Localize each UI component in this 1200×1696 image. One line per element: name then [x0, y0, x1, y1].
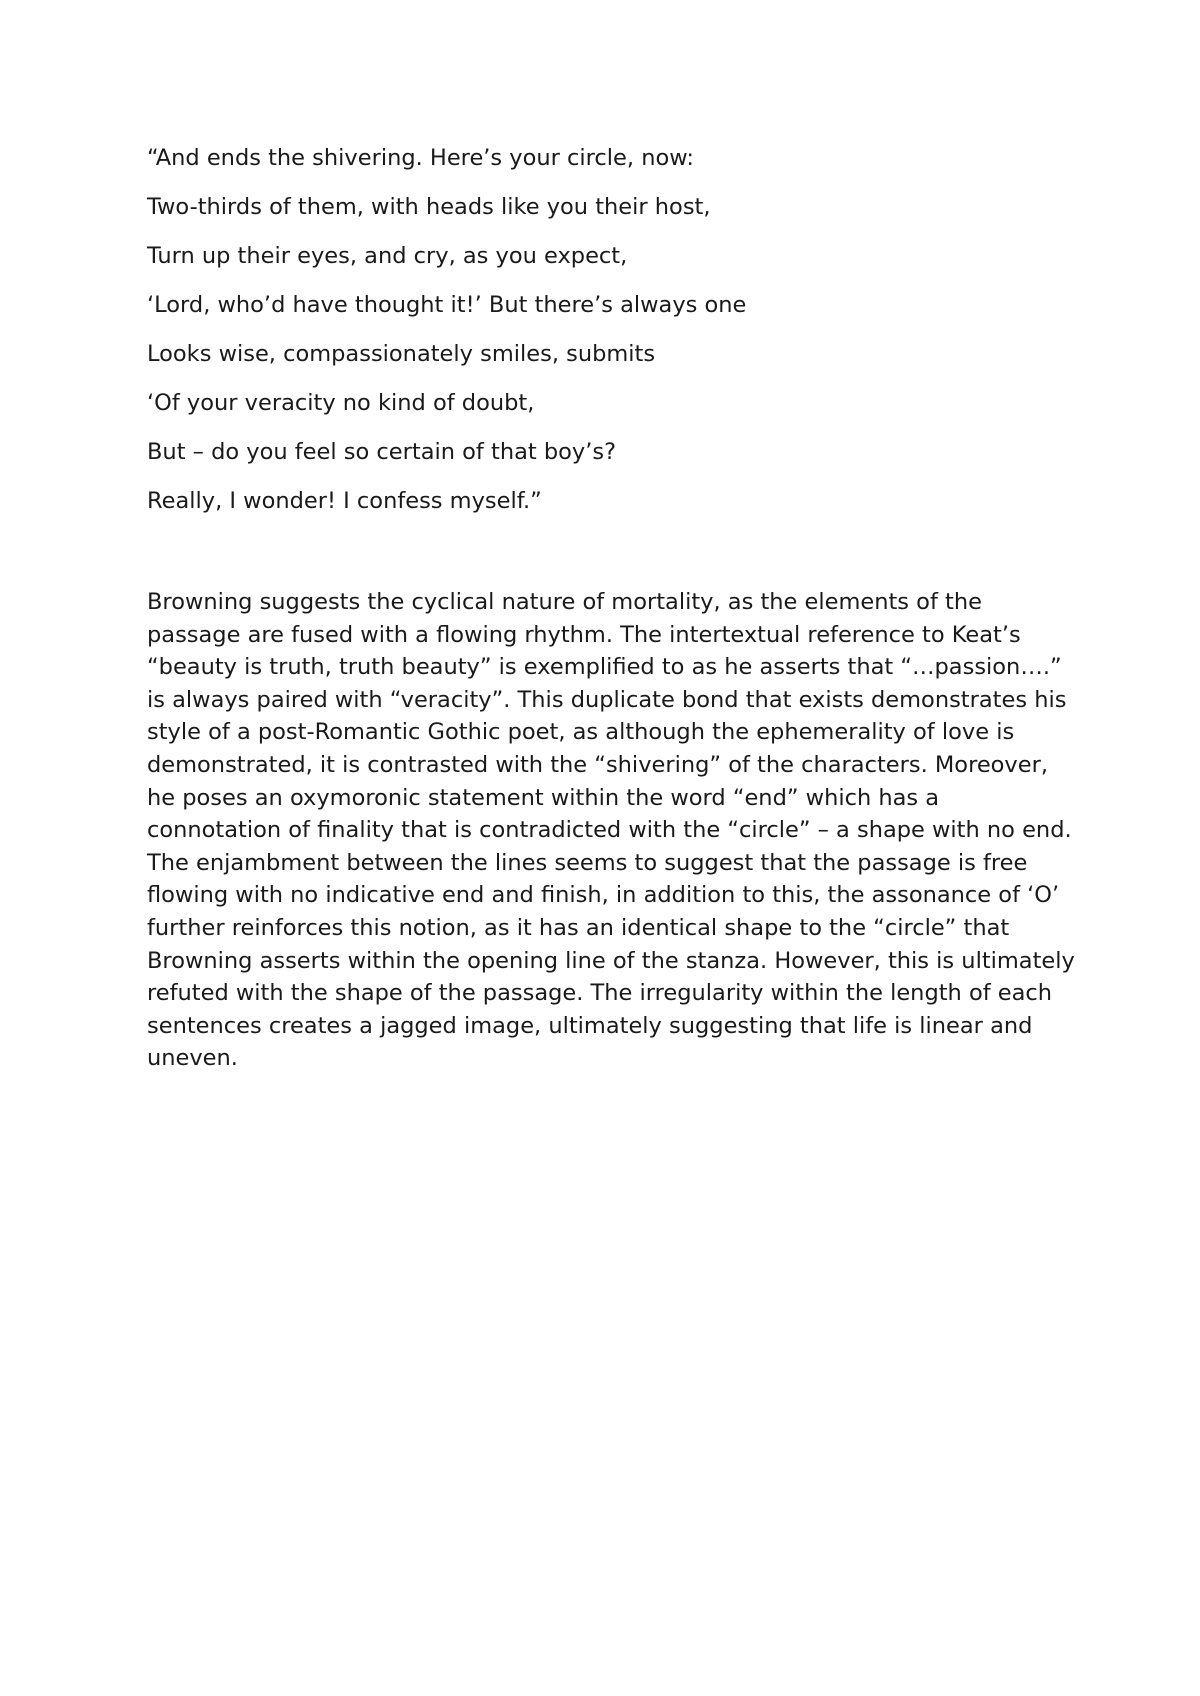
poem-line: Two-thirds of them, with heads like you their host,	[147, 194, 711, 220]
poem-line: “And ends the shivering. Here’s your circle, now:	[147, 145, 694, 171]
poem-quotation	[147, 144, 1097, 536]
poem-line: ‘Lord, who’d have thought it!’ But there’s always one	[147, 292, 747, 318]
poem-line: Looks wise, compassionately smiles, submits	[147, 341, 656, 367]
analysis-paragraph: Browning suggests the cyclical nature of mortality, as the elements of the passage are fused with a flowing rhythm. The intertextual reference to Keat’s “beauty is truth, truth beauty” is exemplified to as he asserts that “…passion….” is always paired with “veracity”. This duplicate bond that exists demonstrates his style of a post-Romantic Gothic poet, as although the ephemerality of love is demonstrated, it is contrasted with the “shivering” of the characters. Moreover, he poses an oxymoronic statement within the word “end” which has a connotation of finality that is contradicted with the “circle” – a shape with no end. The enjambment between the lines seems to suggest that the passage is free flowing with no indicative end and finish, in addition to this, the assonance of ‘O’ further reinforces this notion, as it has an identical shape to the “circle” that Browning asserts within the opening line of the stanza. However, this is ultimately refuted with the shape of the passage. The irregularity within the length of each sentences creates a jagged image, ultimately suggesting that life is linear and uneven.	[147, 589, 1075, 1072]
poem-line: But – do you feel so certain of that boy’s?	[147, 439, 617, 465]
poem-line: Turn up their eyes, and cry, as you expect,	[147, 243, 628, 269]
poem-line: ‘Of your veracity no kind of doubt,	[147, 390, 535, 416]
poem-line: Really, I wonder! I confess myself.”	[147, 488, 542, 514]
